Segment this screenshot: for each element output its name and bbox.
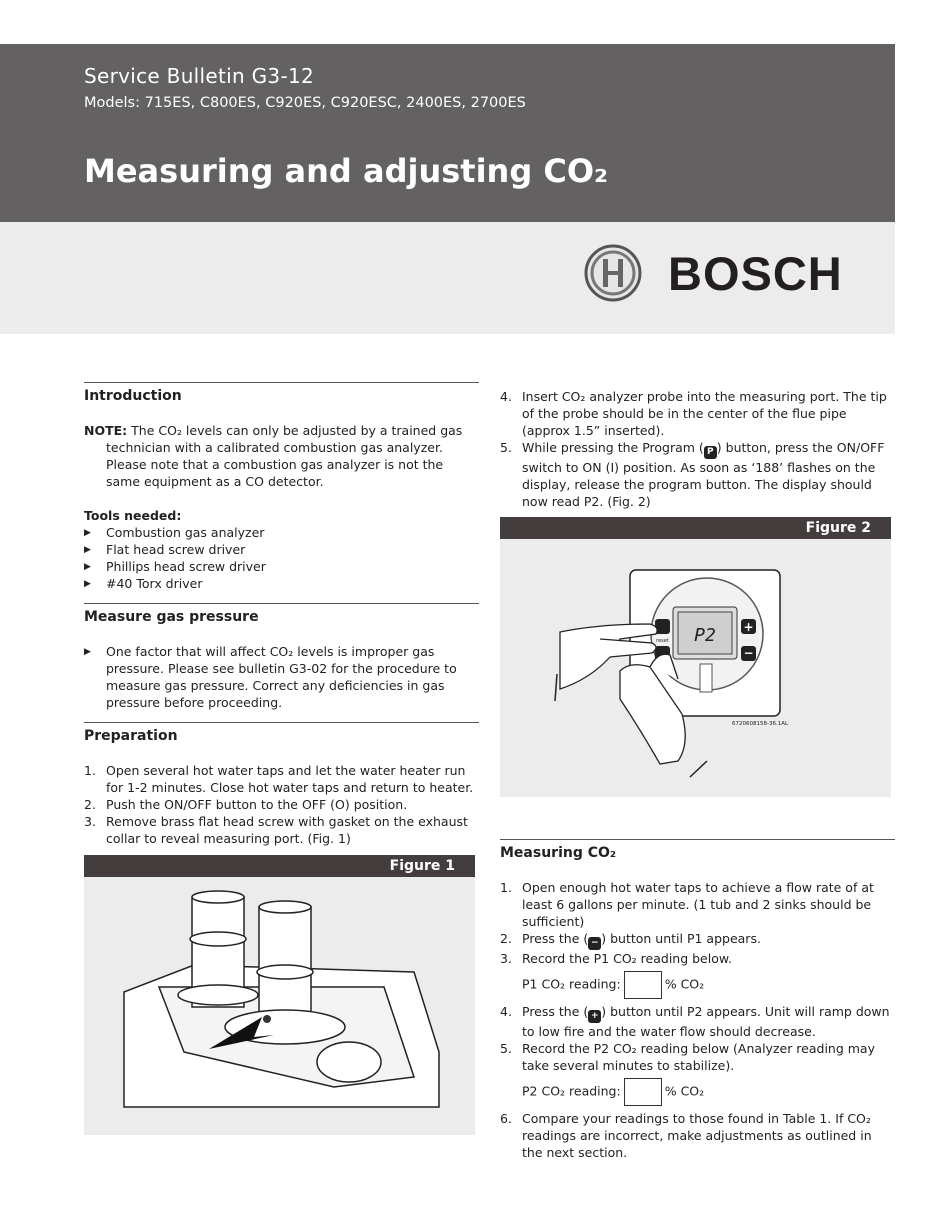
measure-gas-heading: Measure gas pressure [84, 609, 259, 625]
page-title: Measuring and adjusting CO₂ [84, 152, 609, 190]
p1-reading-field[interactable] [624, 971, 662, 999]
divider [500, 839, 895, 840]
display-readout: P2 [694, 625, 716, 646]
step-text: Compare your readings to those found in Table 1. If CO₂ readings are incorrect, make adjustments as outlined in the next section. [522, 1111, 872, 1160]
list-item [500, 1110, 895, 1161]
step-text: Press the ( [522, 931, 589, 946]
figure2-bar [500, 517, 891, 539]
heater-collar-illustration [84, 877, 475, 1135]
step-number: 5. [500, 1041, 512, 1056]
bosch-logo-icon [584, 244, 642, 302]
p2-reading-field[interactable] [624, 1078, 662, 1106]
step-text: Record the P1 CO₂ reading below. [522, 951, 732, 966]
p2-reading-label: P2 CO₂ reading: [522, 1083, 621, 1099]
svg-text:+: + [743, 620, 754, 634]
svg-text:−: − [743, 646, 754, 660]
step-text: ) button until P1 appears. [601, 931, 761, 946]
list-item [500, 1040, 895, 1074]
list-item [500, 439, 895, 510]
brand-name: BOSCH [668, 247, 843, 300]
divider [84, 722, 479, 723]
bulletin-title: Service Bulletin G3-12 [84, 64, 315, 88]
program-button-icon: P [704, 446, 717, 459]
p1-unit: % CO₂ [664, 976, 705, 992]
step-number: 2. [500, 931, 512, 946]
measuring-heading: Measuring CO₂ [500, 845, 617, 861]
step-text: Press the ( [522, 1004, 589, 1019]
list-item [84, 762, 479, 796]
step-number: 5. [500, 440, 512, 455]
list-item [84, 796, 479, 813]
step-number: 4. [500, 1004, 512, 1019]
step-text: Record the P2 CO₂ reading below (Analyzer reading may take several minutes to stabilize). [522, 1041, 875, 1073]
step-number: 3. [500, 951, 512, 966]
step-text: Insert CO₂ analyzer probe into the measuring port. The tip of the probe should be in the center of the flue pipe (approx 1.5” inserted). [522, 389, 887, 438]
list-item [84, 813, 479, 847]
step-text: While pressing the Program ( [522, 440, 704, 455]
note-paragraph [84, 422, 479, 490]
step-number: 1. [84, 763, 96, 778]
step-number: 6. [500, 1111, 512, 1126]
step-number: 1. [500, 880, 512, 895]
figure1-bar [84, 855, 475, 877]
list-item: ▶ Combustion gas analyzer [84, 524, 479, 541]
step-number: 4. [500, 389, 512, 404]
figure2-illustration [500, 539, 891, 797]
list-item [500, 930, 895, 950]
note-text: The CO₂ levels can only be adjusted by a trained gas technician with a calibrated combustion gas analyzer. Please note that a combustion gas analyzer is not the same equipment as a CO detector. [106, 423, 463, 489]
figure2-label: Figure 2 [805, 520, 871, 536]
p2-reading-row [500, 1078, 895, 1106]
minus-button-icon: − [588, 937, 601, 950]
note-label: NOTE: [84, 423, 128, 438]
preparation-heading: Preparation [84, 728, 178, 744]
control-panel-illustration [500, 539, 891, 797]
models-line: Models: 715ES, C800ES, C920ES, C920ESC, 2400ES, 2700ES [84, 95, 526, 111]
step-text: Push the ON/OFF button to the OFF (O) position. [106, 797, 408, 812]
header-band [0, 44, 895, 222]
step-number: 2. [84, 797, 96, 812]
step-text: ) button, press the ON/OFF switch to ON (I) position. As soon as ‘188’ flashes on the display, release the program button. The display should now read P2. (Fig. 2) [522, 440, 885, 509]
measuring-section [500, 839, 895, 1161]
left-column [84, 382, 479, 847]
list-item: ▶ Flat head screw driver [84, 541, 479, 558]
introduction-heading: Introduction [84, 388, 182, 404]
list-item [500, 879, 895, 930]
divider [84, 382, 479, 383]
figure-code: 6720608158-36.1AL [732, 721, 789, 727]
step-text: Open enough hot water taps to achieve a flow rate of at least 6 gallons per minute. (1 tub and 2 sinks should be sufficient) [522, 880, 874, 929]
list-item [500, 388, 895, 439]
list-item [500, 950, 895, 967]
step-number: 3. [84, 814, 96, 829]
list-item: ▶ One factor that will affect CO₂ levels is improper gas pressure. Please see bulletin G3-02 for the procedure to measure gas pressure. Correct any deficiencies in gas pressure before proceeding. [84, 643, 479, 711]
p1-reading-label: P1 CO₂ reading: [522, 976, 621, 992]
list-item: ▶ #40 Torx driver [84, 575, 479, 592]
p1-reading-row [500, 971, 895, 999]
figure1-label: Figure 1 [389, 858, 455, 874]
divider [84, 603, 479, 604]
step-text: Remove brass flat head screw with gasket on the exhaust collar to reveal measuring port. (Fig. 1) [106, 814, 468, 846]
figure1-illustration [84, 877, 475, 1135]
list-item [500, 1003, 895, 1040]
reset-label: reset [656, 638, 669, 644]
right-column [500, 388, 895, 510]
tools-heading: Tools needed: [84, 508, 182, 523]
plus-button-icon: + [588, 1010, 601, 1023]
p2-unit: % CO₂ [664, 1083, 705, 1099]
step-text: Open several hot water taps and let the water heater run for 1-2 minutes. Close hot water taps and return to heater. [106, 763, 474, 795]
step-text: ) button until P2 appears. Unit will ramp down to low fire and the water flow should decrease. [522, 1004, 890, 1039]
list-item: ▶ Phillips head screw driver [84, 558, 479, 575]
